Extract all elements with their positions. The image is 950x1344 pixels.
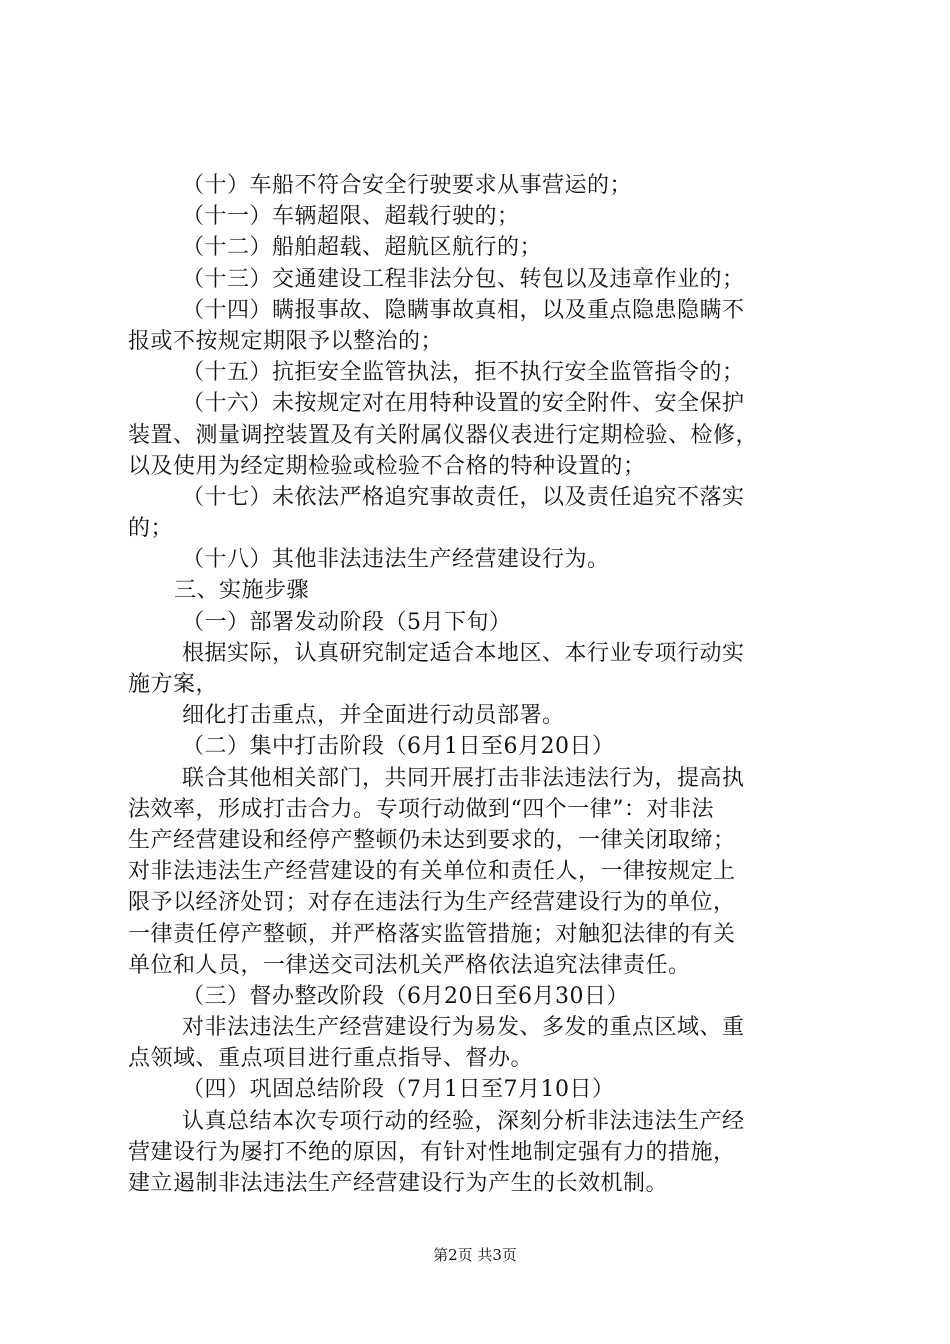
list-item-17: （十七）未依法严格追究事故责任，以及责任追究不落实 — [182, 484, 745, 510]
list-item-12: （十二）船舶超载、超航区航行的； — [182, 235, 543, 261]
section-heading-steps: 三、实施步骤 — [174, 578, 310, 604]
list-item-18: （十八）其他非法违法生产经营建设行为。 — [182, 547, 610, 573]
paragraph-line: 营建设行为屡打不绝的原因，有针对性地制定强有力的措施， — [128, 1139, 736, 1165]
paragraph-line: 根据实际，认真研究制定适合本地区、本行业专项行动实 — [182, 640, 745, 666]
step-heading-4: （四）巩固总结阶段（7月1日至7月10日） — [182, 1077, 615, 1103]
list-item-17-cont: 的； — [128, 516, 174, 542]
paragraph-line: 对非法违法生产经营建设行为易发、多发的重点区域、重 — [182, 1015, 745, 1041]
list-item-11: （十一）车辆超限、超载行驶的； — [182, 204, 520, 230]
paragraph-line: 联合其他相关部门，共同开展打击非法违法行为，提高执 — [182, 765, 745, 791]
paragraph-line: 细化打击重点，并全面进行动员部署。 — [182, 703, 565, 729]
page-footer — [0, 1244, 950, 1265]
list-item-10: （十）车船不符合安全行驶要求从事营运的； — [182, 173, 633, 198]
page-number-label: 第2页 共3页 — [433, 1246, 517, 1264]
paragraph-line: 一律责任停产整顿，并严格落实监管措施；对触犯法律的有关 — [128, 921, 736, 947]
step-heading-2: （二）集中打击阶段（6月1日至6月20日） — [182, 734, 615, 760]
paragraph-line: 认真总结本次专项行动的经验，深刻分析非法违法生产经 — [182, 1108, 745, 1134]
paragraph-line: 点领域、重点项目进行重点指导、督办。 — [128, 1046, 534, 1072]
list-item-14: （十四）瞒报事故、隐瞒事故真相，以及重点隐患隐瞒不 — [182, 297, 745, 323]
step-heading-3: （三）督办整改阶段（6月20日至6月30日） — [182, 983, 629, 1009]
paragraph-line: 对非法违法生产经营建设的有关单位和责任人，一律按规定上 — [128, 859, 736, 885]
list-item-13: （十三）交通建设工程非法分包、转包以及违章作业的； — [182, 266, 745, 292]
list-item-16: （十六）未按规定对在用特种设置的安全附件、安全保护 — [182, 391, 745, 417]
paragraph-line: 建立遏制非法违法生产经营建设行为产生的长效机制。 — [128, 1171, 669, 1196]
paragraph-line: 施方案， — [128, 672, 219, 697]
list-item-14-cont: 报或不按规定期限予以整治的； — [128, 328, 444, 354]
list-item-16-cont-1: 装置、测量调控装置及有关附属仪器仪表进行定期检验、检修， — [128, 422, 759, 448]
paragraph-line: 生产经营建设和经停产整顿仍未达到要求的，一律关闭取缔； — [128, 827, 736, 853]
paragraph-line: 限予以经济处罚；对存在违法行为生产经营建设行为的单位， — [128, 890, 736, 916]
document-body — [128, 170, 840, 1199]
list-item-16-cont-2: 以及使用为经定期检验或检验不合格的特种设置的； — [128, 453, 646, 479]
paragraph-line: 法效率，形成打击合力。专项行动做到“四个一律”：对非法 — [128, 796, 714, 822]
paragraph-line: 单位和人员，一律送交司法机关严格依法追究法律责任。 — [128, 952, 691, 978]
step-heading-1: （一）部署发动阶段（5月下旬） — [182, 609, 512, 635]
list-item-15: （十五）抗拒安全监管执法，拒不执行安全监管指令的； — [182, 360, 745, 386]
